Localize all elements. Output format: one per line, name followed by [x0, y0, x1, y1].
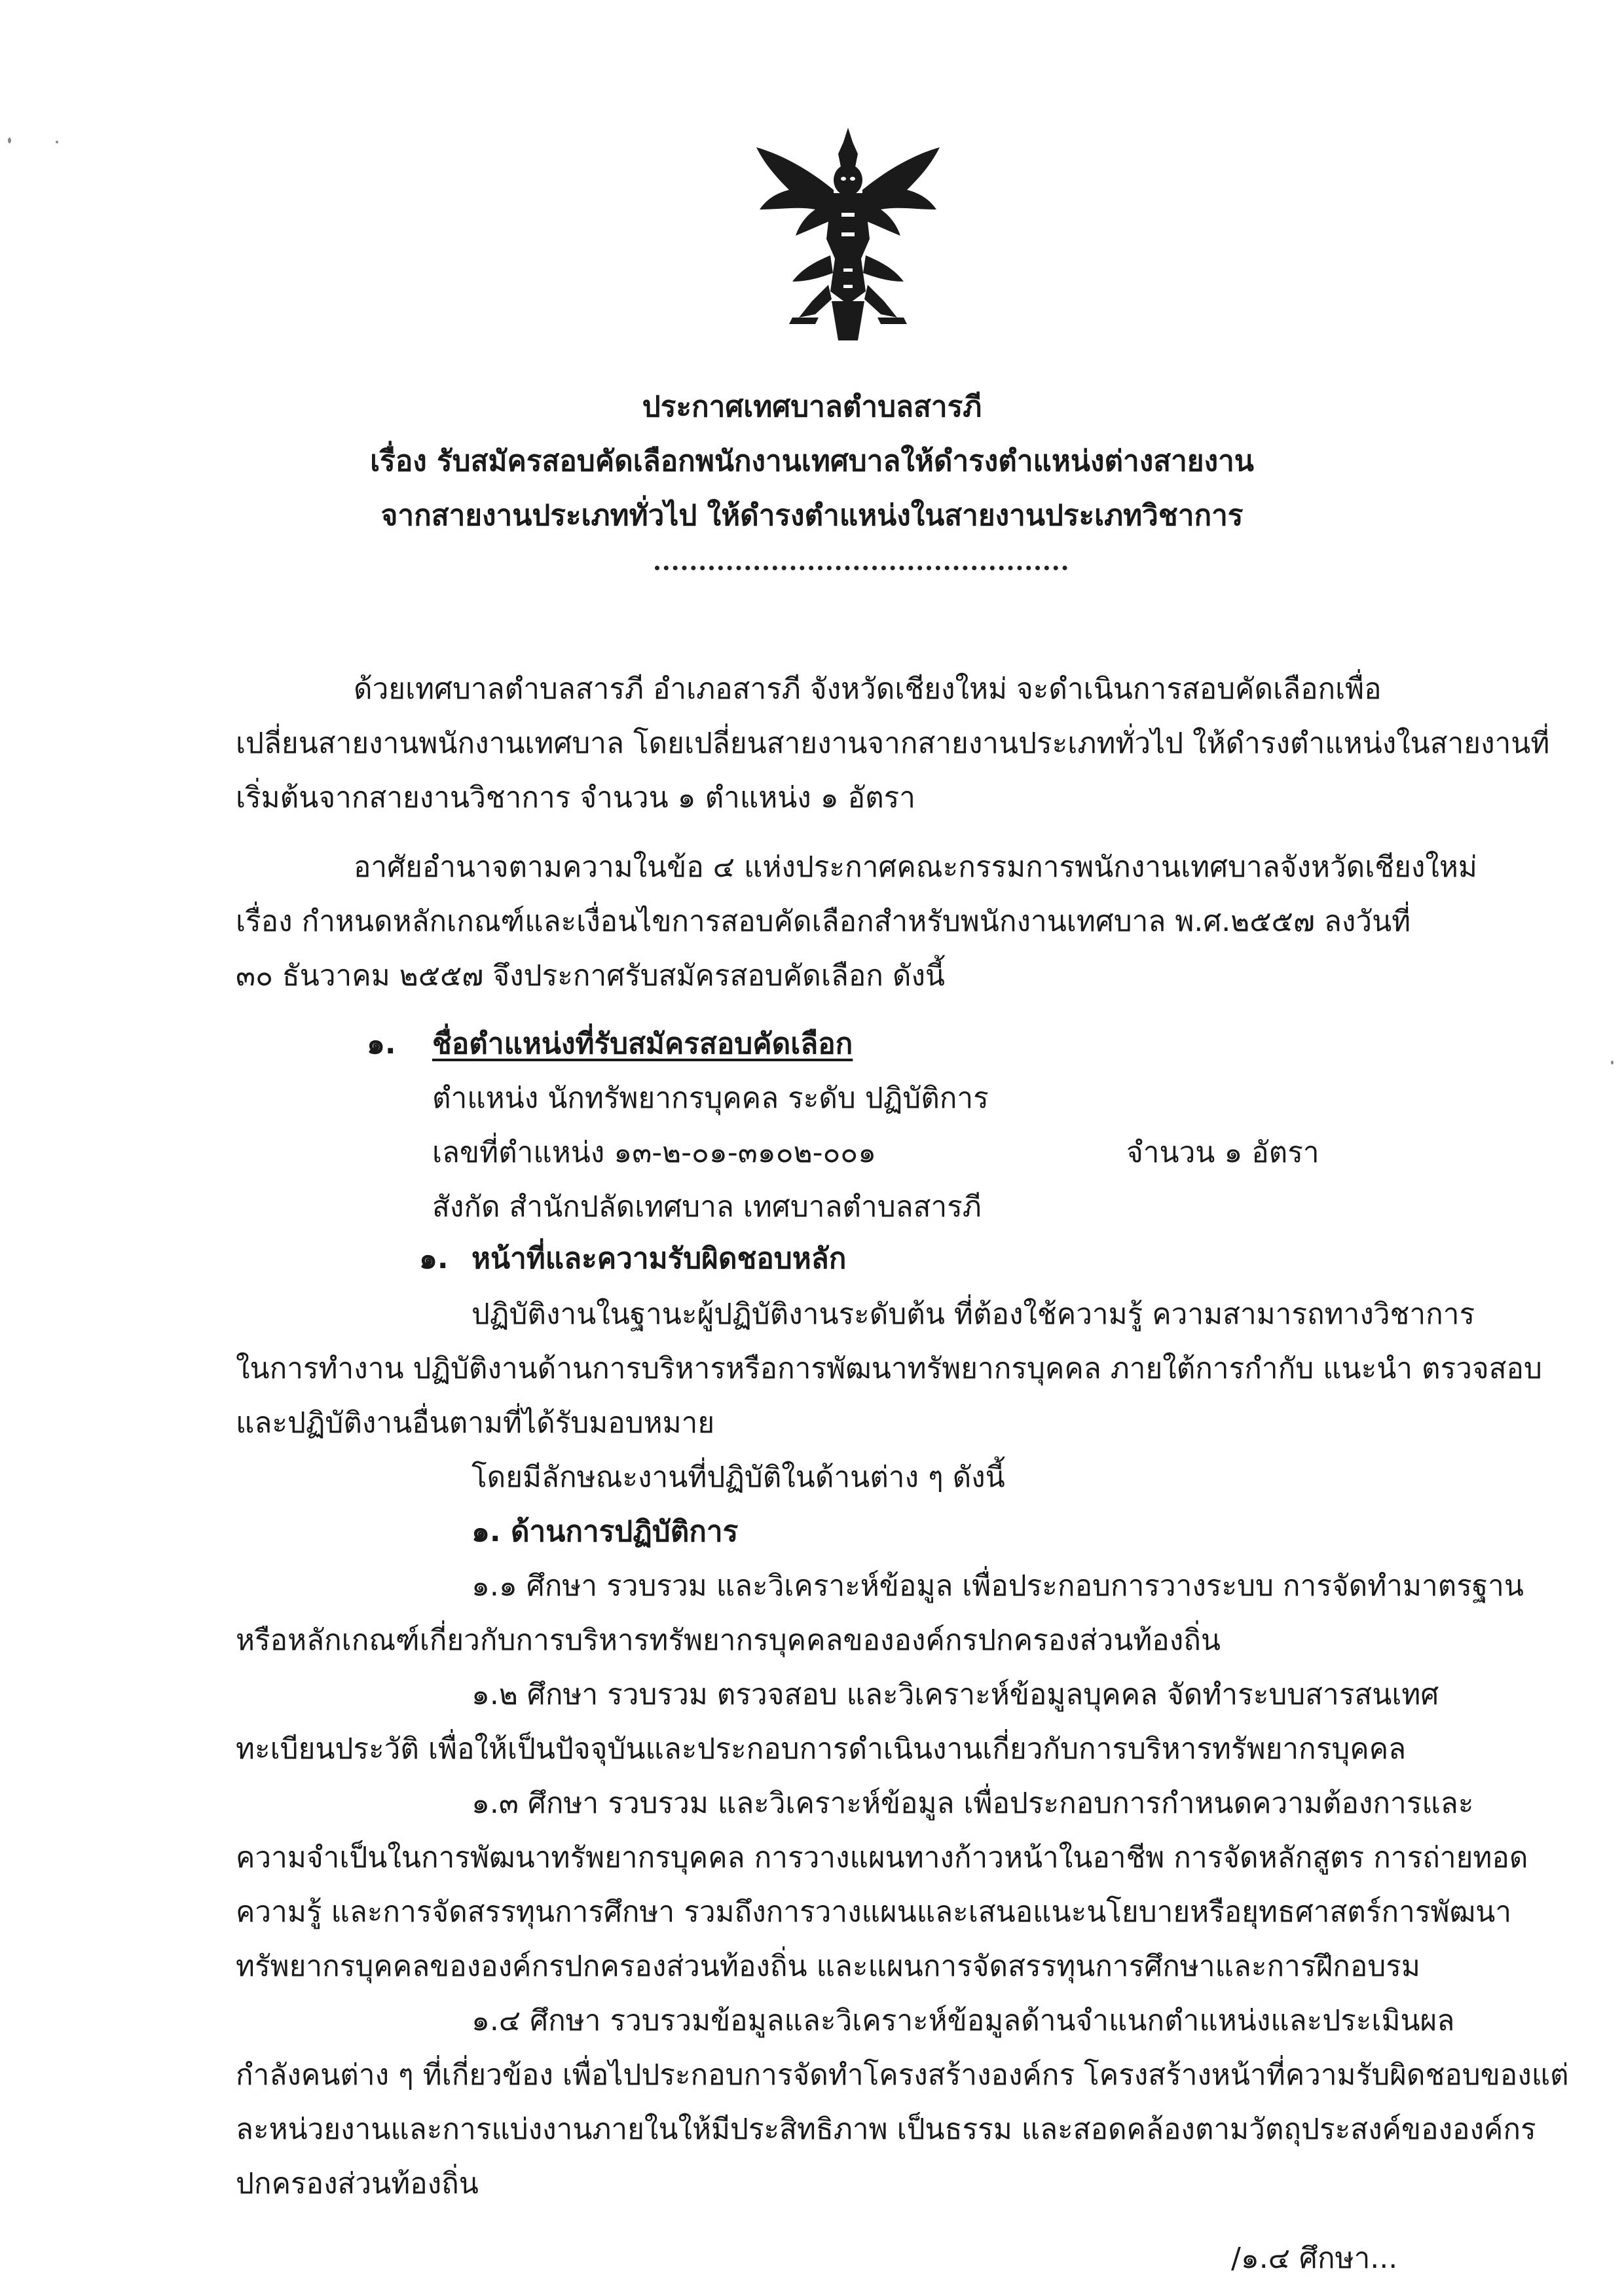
- item-1-2-line-2: ทะเบียนประวัติ เพื่อให้เป็นปัจจุบันและประกอบการดำเนินงานเกี่ยวกับการบริหารทรัพยากรบุคคล: [236, 1732, 1407, 1766]
- intro-paragraph-1-line-2: เปลี่ยนสายงานพนักงานเทศบาล โดยเปลี่ยนสายงานจากสายงานประเภททั่วไป ให้ดำรงตำแหน่งในสายงานที่: [236, 727, 1550, 760]
- intro-paragraph-1-line-3: เริ่มต้นจากสายงานวิชาการ จำนวน ๑ ตำแหน่ง ๑ อัตรา: [236, 781, 916, 814]
- duties-line-4: โดยมีลักษณะงานที่ปฏิบัติในด้านต่าง ๆ ดังนี้: [471, 1461, 1005, 1494]
- item-1-4-line-2: กำลังคนต่าง ๆ ที่เกี่ยวข้อง เพื่อไปประกอบการจัดทำโครงสร้างองค์กร โครงสร้างหน้าที่ความรับผิดชอบของแต่: [236, 2058, 1569, 2092]
- operations-heading: ๑. ด้านการปฏิบัติการ: [471, 1515, 739, 1548]
- continuation-note: /๑.๔ ศึกษา...: [1231, 2242, 1398, 2275]
- header-separator: [655, 562, 1067, 570]
- position-quota: จำนวน ๑ อัตรา: [1126, 1136, 1320, 1169]
- duties-line-2: ในการทำงาน ปฏิบัติงานด้านการบริหารหรือการพัฒนาทรัพยากรบุคคล ภายใต้การกำกับ แนะนำ ตรวจสอบ: [236, 1352, 1542, 1385]
- subject-line-1: เรื่อง รับสมัครสอบคัดเลือกพนักงานเทศบาลให้ดำรงตำแหน่งต่างสายงาน: [370, 445, 1254, 478]
- section-1-heading: ชื่อตำแหน่งที่รับสมัครสอบคัดเลือก: [432, 1027, 853, 1061]
- position-affiliation: สังกัด สำนักปลัดเทศบาล เทศบาลตำบลสารภี: [432, 1190, 982, 1224]
- garuda-emblem-icon: [753, 128, 943, 344]
- item-1-2-line-1: ๑.๒ ศึกษา รวบรวม ตรวจสอบ และวิเคราะห์ข้อมูลบุคคล จัดทำระบบสารสนเทศ: [471, 1678, 1439, 1711]
- item-1-3-line-4: ทรัพยากรบุคคลขององค์กรปกครองส่วนท้องถิ่น และแผนการจัดสรรทุนการศึกษาและการฝึกอบรม: [236, 1950, 1420, 1983]
- section-1-number: ๑.: [367, 1027, 396, 1061]
- intro-paragraph-1-line-1: ด้วยเทศบาลตำบลสารภี อำเภอสารภี จังหวัดเชียงใหม่ จะดำเนินการสอบคัดเลือกเพื่อ: [354, 672, 1382, 706]
- scan-speck: [8, 137, 11, 143]
- document-title: ประกาศเทศบาลตำบลสารภี: [642, 390, 982, 424]
- duties-number: ๑.: [419, 1242, 449, 1275]
- duties-line-3: และปฏิบัติงานอื่นตามที่ได้รับมอบหมาย: [236, 1406, 715, 1440]
- item-1-4-line-3: ละหน่วยงานและการแบ่งงานภายในให้มีประสิทธิภาพ เป็นธรรม และสอดคล้องตามวัตถุประสงค์ขององค์กร: [236, 2113, 1536, 2146]
- item-1-1-line-2: หรือหลักเกณฑ์เกี่ยวกับการบริหารทรัพยากรบุคคลขององค์กรปกครองส่วนท้องถิ่น: [236, 1624, 1221, 1657]
- item-1-4-line-4: ปกครองส่วนท้องถิ่น: [236, 2167, 479, 2200]
- scan-speck: [1611, 1061, 1614, 1065]
- subject-line-2: จากสายงานประเภททั่วไป ให้ดำรงตำแหน่งในสายงานประเภทวิชาการ: [380, 499, 1244, 532]
- position-number: เลขที่ตำแหน่ง ๑๓-๒-๐๑-๓๑๐๒-๐๐๑: [432, 1136, 877, 1169]
- intro-paragraph-2-line-1: อาศัยอำนาจตามความในข้อ ๔ แห่งประกาศคณะกรรมการพนักงานเทศบาลจังหวัดเชียงใหม่: [354, 850, 1477, 884]
- position-title: ตำแหน่ง นักทรัพยากรบุคคล ระดับ ปฏิบัติการ: [432, 1082, 989, 1115]
- item-1-1-line-1: ๑.๑ ศึกษา รวบรวม และวิเคราะห์ข้อมูล เพื่อประกอบการวางระบบ การจัดทำมาตรฐาน: [471, 1569, 1524, 1603]
- item-1-3-line-1: ๑.๓ ศึกษา รวบรวม และวิเคราะห์ข้อมูล เพื่อประกอบการกำหนดความต้องการและ: [471, 1787, 1474, 1820]
- intro-paragraph-2-line-2: เรื่อง กำหนดหลักเกณฑ์และเงื่อนไขการสอบคัดเลือกสำหรับพนักงานเทศบาล พ.ศ.๒๕๕๗ ลงวันที่: [236, 905, 1411, 938]
- item-1-4-line-1: ๑.๔ ศึกษา รวบรวมข้อมูลและวิเคราะห์ข้อมูลด้านจำแนกตำแหน่งและประเมินผล: [471, 2004, 1455, 2037]
- duties-line-1: ปฏิบัติงานในฐานะผู้ปฏิบัติงานระดับต้น ที่ต้องใช้ความรู้ ความสามารถทางวิชาการ: [471, 1298, 1475, 1331]
- item-1-3-line-2: ความจำเป็นในการพัฒนาทรัพยากรบุคคล การวางแผนทางก้าวหน้าในอาชีพ การจัดหลักสูตร การถ่ายทอด: [236, 1841, 1528, 1874]
- scan-speck: [56, 141, 58, 143]
- duties-heading: หน้าที่และความรับผิดชอบหลัก: [471, 1242, 847, 1275]
- intro-paragraph-2-line-3: ๓๐ ธันวาคม ๒๕๕๗ จึงประกาศรับสมัครสอบคัดเลือก ดังนี้: [236, 959, 946, 993]
- item-1-3-line-3: ความรู้ และการจัดสรรทุนการศึกษา รวมถึงการวางแผนและเสนอแนะนโยบายหรือยุทธศาสตร์การพัฒนา: [236, 1895, 1512, 1929]
